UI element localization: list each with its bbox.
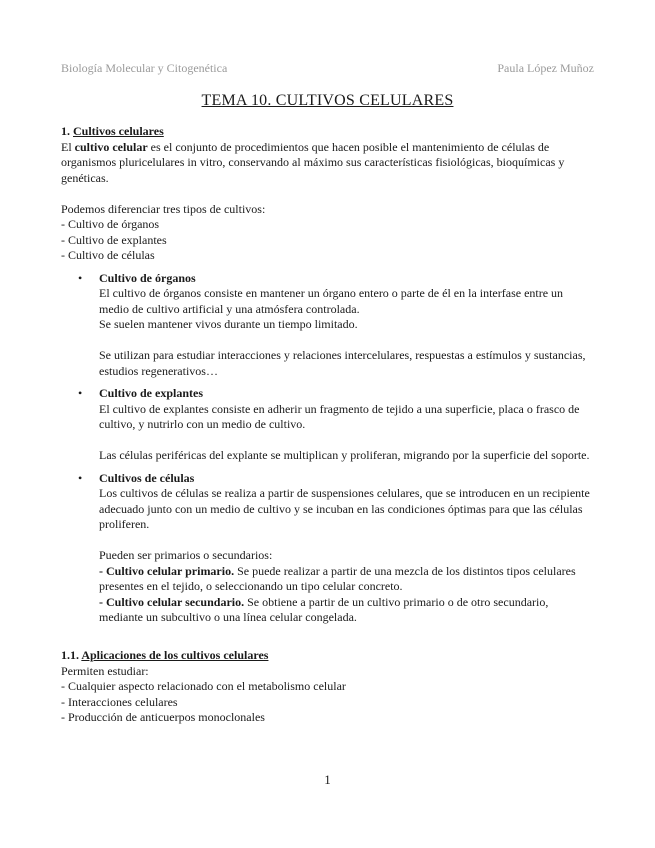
list-item: - Interacciones celulares bbox=[61, 694, 178, 709]
section-heading: 1. Cultivos celulares bbox=[61, 124, 164, 138]
applications-intro: Permiten estudiar: bbox=[61, 663, 149, 678]
list-item: - Producción de anticuerpos monoclonales bbox=[61, 710, 265, 724]
intro-paragraph: El cultivo celular es el conjunto de procedimientos que hacen posible el mantenimiento de células de organismos pluricelulares in vitro, conservando al máximo sus características fisiológicas, bioquímicas y genéticas. bbox=[61, 139, 565, 185]
bullet-title: Cultivos de células bbox=[99, 470, 195, 485]
list-item: - Cultivo de células bbox=[61, 248, 155, 262]
bullet-paragraph: Los cultivos de células se realiza a partir de suspensiones celulares, que se introducen en un recipiente adecuado junto con un medio de cultivo y se incuban en las condiciones óptimas para que las células proliferen. bbox=[99, 486, 590, 531]
subsection-heading-text: Aplicaciones de los cultivos celulares bbox=[81, 648, 269, 662]
secondary-culture-item: - Cultivo celular secundario. Se obtiene a partir de un cultivo primario o de otro secundario, mediante un subcultivo o una línea celular congelada. bbox=[99, 594, 549, 624]
bullet-paragraph: El cultivo de órganos consiste en mantener un órgano entero o parte de él en la interfase entre un medio de cultivo artificial y una atmósfera controlada. bbox=[99, 286, 564, 316]
bullet-cell-culture bbox=[61, 471, 595, 626]
bullet-paragraph: Pueden ser primarios o secundarios: bbox=[99, 548, 273, 562]
bullet-paragraph: Se utilizan para estudiar interacciones y relaciones intercelulares, respuestas a estímulos y sustancias, estudios regenerativos… bbox=[99, 348, 586, 378]
header-course: Biología Molecular y Citogenética bbox=[61, 61, 228, 75]
bullet-dot-icon: • bbox=[78, 270, 83, 285]
bullet-explant-culture bbox=[61, 386, 595, 464]
bullet-paragraph: Se suelen mantener vivos durante un tiempo limitado. bbox=[99, 317, 358, 331]
page-header bbox=[61, 61, 594, 77]
bullet-title: Cultivo de órganos bbox=[99, 270, 196, 285]
primary-culture-item: - Cultivo celular primario. Se puede realizar a partir de una mezcla de los distintos tipos celulares presentes en el tejido, o seleccionando un tipo celular concreto. bbox=[99, 563, 576, 593]
header-author: Paula López Muñoz bbox=[497, 61, 594, 75]
bullet-paragraph: El cultivo de explantes consiste en adherir un fragmento de tejido a una superficie, placa o frasco de cultivo, y nutrirlo con un medio de cultivo. bbox=[99, 401, 580, 431]
bullet-title: Cultivo de explantes bbox=[99, 386, 204, 400]
types-intro: Podemos diferenciar tres tipos de cultivos: bbox=[61, 201, 266, 216]
page-number: 1 bbox=[324, 772, 331, 787]
subsection-heading: 1.1. Aplicaciones de los cultivos celulares bbox=[61, 648, 269, 662]
bullet-dot-icon: • bbox=[78, 470, 83, 485]
document-body bbox=[61, 124, 595, 726]
bullet-dot-icon: • bbox=[78, 386, 83, 400]
bullet-organ-culture bbox=[61, 271, 595, 380]
list-item: - Cultivo de órganos bbox=[61, 217, 160, 231]
bullet-paragraph: Las células periféricas del explante se multiplican y proliferan, migrando por la superficie del soporte. bbox=[99, 448, 590, 462]
list-item: - Cualquier aspecto relacionado con el metabolismo celular bbox=[61, 679, 346, 693]
list-item: - Cultivo de explantes bbox=[61, 232, 167, 247]
section-heading-text: Cultivos celulares bbox=[73, 124, 164, 138]
document-title: TEMA 10. CULTIVOS CELULARES bbox=[201, 92, 454, 109]
